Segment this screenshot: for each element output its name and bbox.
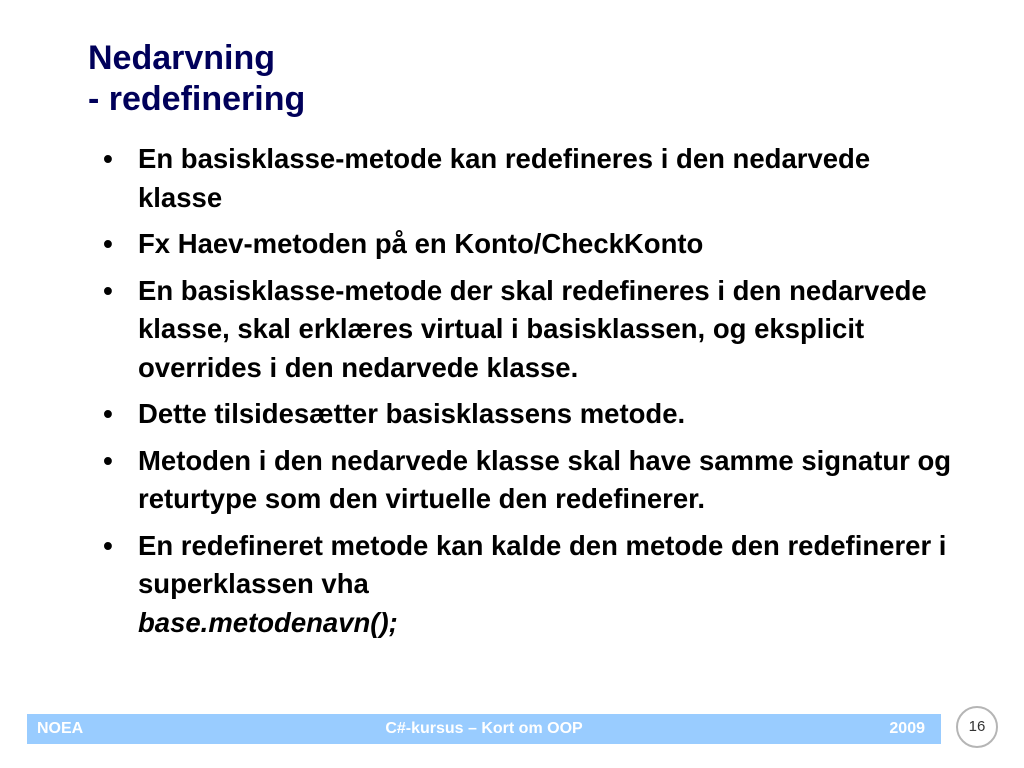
bullet-text: En basisklasse-metode kan redefineres i den nedarvede klasse: [138, 143, 871, 213]
bullet-dot-icon: •: [103, 529, 113, 561]
bullet-dot-icon: •: [103, 398, 113, 429]
bullet-text: Fx Haev-metoden på en Konto/CheckKonto: [138, 228, 704, 259]
bullet-dot-icon: •: [103, 228, 113, 259]
bullet-item: [96, 225, 956, 264]
title-line-2: - redefinering: [88, 80, 306, 118]
bullet-dot-icon: •: [103, 444, 113, 476]
bullet-text: En redefineret metode kan kalde den metode den redefinerer i superklassen vha: [138, 529, 947, 599]
page-number: 16: [956, 706, 998, 748]
footer-course-title: C#-kursus – Kort om OOP: [385, 720, 583, 737]
code-snippet: base.metodenavn();: [138, 606, 398, 638]
slide-title: [88, 38, 305, 120]
footer-bar: [27, 714, 941, 744]
bullet-item: [96, 395, 956, 434]
title-line-1: Nedarvning: [88, 39, 276, 77]
bullet-item: [96, 527, 956, 643]
footer-organization: NOEA: [37, 720, 84, 737]
bullet-item: [96, 442, 956, 519]
bullet-text: Dette tilsidesætter basisklassens metode.: [138, 398, 686, 429]
bullet-text: Metoden i den nedarvede klasse skal have samme signatur og returtype som den virtuelle den redefinerer.: [138, 444, 952, 514]
bullet-dot-icon: •: [103, 274, 113, 306]
bullet-list: [96, 140, 956, 650]
bullet-item: [96, 140, 956, 217]
bullet-dot-icon: •: [103, 143, 113, 174]
footer-year: 2009: [889, 720, 925, 737]
bullet-item: [96, 272, 956, 388]
bullet-text: En basisklasse-metode der skal redefineres i den nedarvede klasse, skal erklæres virtual i basisklassen, og eksplicit overrides i den nedarvede klasse.: [138, 274, 927, 383]
